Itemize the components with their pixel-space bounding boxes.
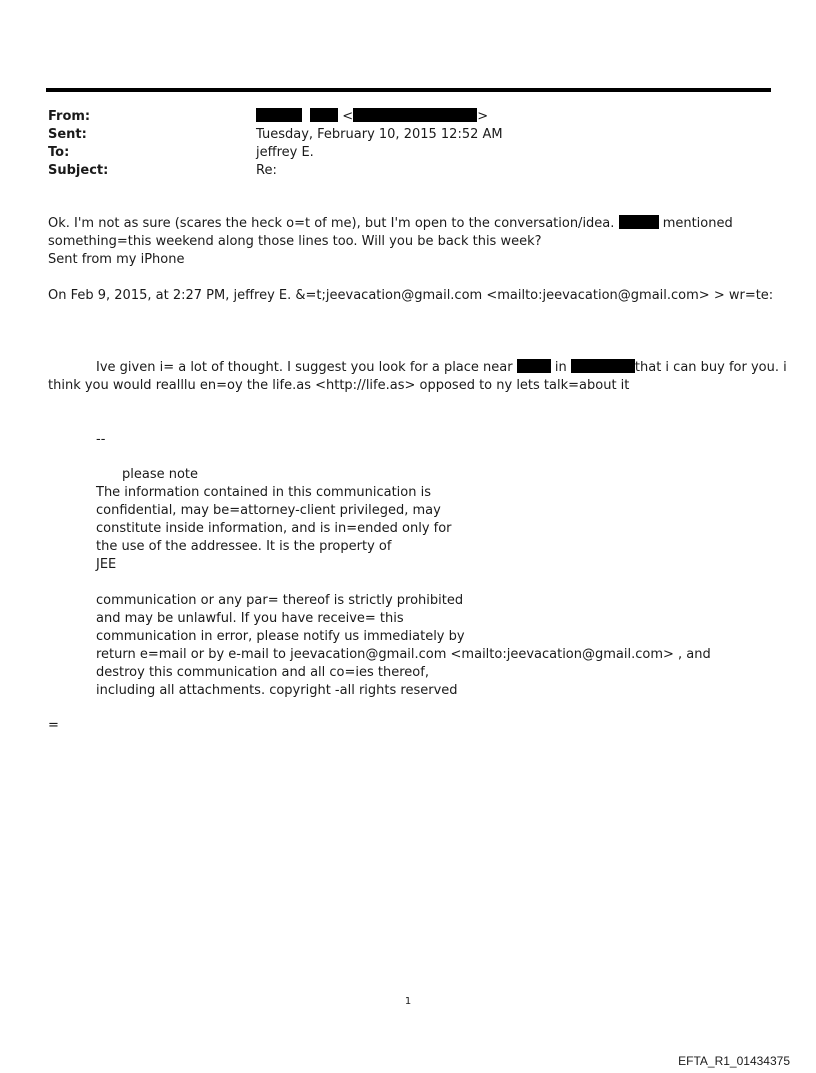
reply-line-1: Ok. I'm not as sure (scares the heck o=t of me), but I'm open to the conversation/idea. mentioned: [48, 216, 733, 231]
sent-value: Tuesday, February 10, 2015 12:52 AM: [256, 127, 503, 142]
reply-line-2: something=this weekend along those lines too. Will you be back this week?: [48, 234, 542, 249]
from-value: [256, 108, 488, 126]
note-line: JEE: [96, 557, 117, 572]
redaction-block: [353, 108, 477, 122]
from-row: [48, 108, 768, 126]
to-value: jeffrey E.: [256, 145, 314, 160]
header-rule: [46, 88, 771, 92]
trailing-equals: =: [48, 718, 59, 733]
subject-row: [48, 162, 768, 180]
disclaimer-block-1: [96, 466, 452, 574]
document-id: EFTA_R1_01434375: [678, 1054, 790, 1068]
redaction-block: [310, 108, 338, 122]
subject-value: Re:: [256, 163, 277, 178]
to-label: To:: [48, 145, 70, 160]
quoted-line-1: Ive given i= a lot of thought. I suggest you look for a place near in that i can buy for you. i: [96, 360, 787, 375]
note-line: communication or any par= thereof is strictly prohibited: [96, 593, 464, 608]
note-line: and may be unlawful. If you have receive= this: [96, 611, 404, 626]
note-line: communication in error, please notify us immediately by: [96, 629, 465, 644]
to-row: [48, 144, 768, 162]
signature-dash: --: [96, 432, 106, 447]
quoted-message: [48, 359, 787, 395]
reply-paragraph: [48, 215, 733, 269]
sent-label: Sent:: [48, 127, 87, 142]
note-line: destroy this communication and all co=ies thereof,: [96, 665, 429, 680]
note-line: the use of the addressee. It is the property of: [96, 539, 392, 554]
from-label: From:: [48, 109, 91, 124]
email-header: [48, 108, 768, 180]
redaction-block: [619, 215, 659, 229]
disclaimer-block-2: [96, 592, 711, 700]
reply-line-3: Sent from my iPhone: [48, 252, 185, 267]
from-open-bracket: <: [342, 109, 354, 124]
subject-label: Subject:: [48, 163, 109, 178]
quote-intro: On Feb 9, 2015, at 2:27 PM, jeffrey E. &=t;jeevacation@gmail.com <mailto:jeevacation@gmail.com> > wr=te:: [48, 288, 774, 303]
note-line: including all attachments. copyright -all rights reserved: [96, 683, 458, 698]
redaction-block: [571, 359, 635, 373]
redaction-block: [256, 108, 302, 122]
note-line: constitute inside information, and is in=ended only for: [96, 521, 452, 536]
note-line: return e=mail or by e-mail to jeevacation@gmail.com <mailto:jeevacation@gmail.com> , and: [96, 647, 711, 662]
from-close-bracket: >: [477, 109, 489, 124]
note-line: The information contained in this communication is: [96, 485, 431, 500]
redaction-block: [517, 359, 551, 373]
quoted-line-2: think you would realllu en=oy the life.as <http://life.as> opposed to ny lets talk=about it: [48, 378, 630, 393]
sent-row: [48, 126, 768, 144]
note-title: please note: [122, 467, 199, 482]
note-line: confidential, may be=attorney-client privileged, may: [96, 503, 441, 518]
page-number: 1: [404, 996, 412, 1007]
